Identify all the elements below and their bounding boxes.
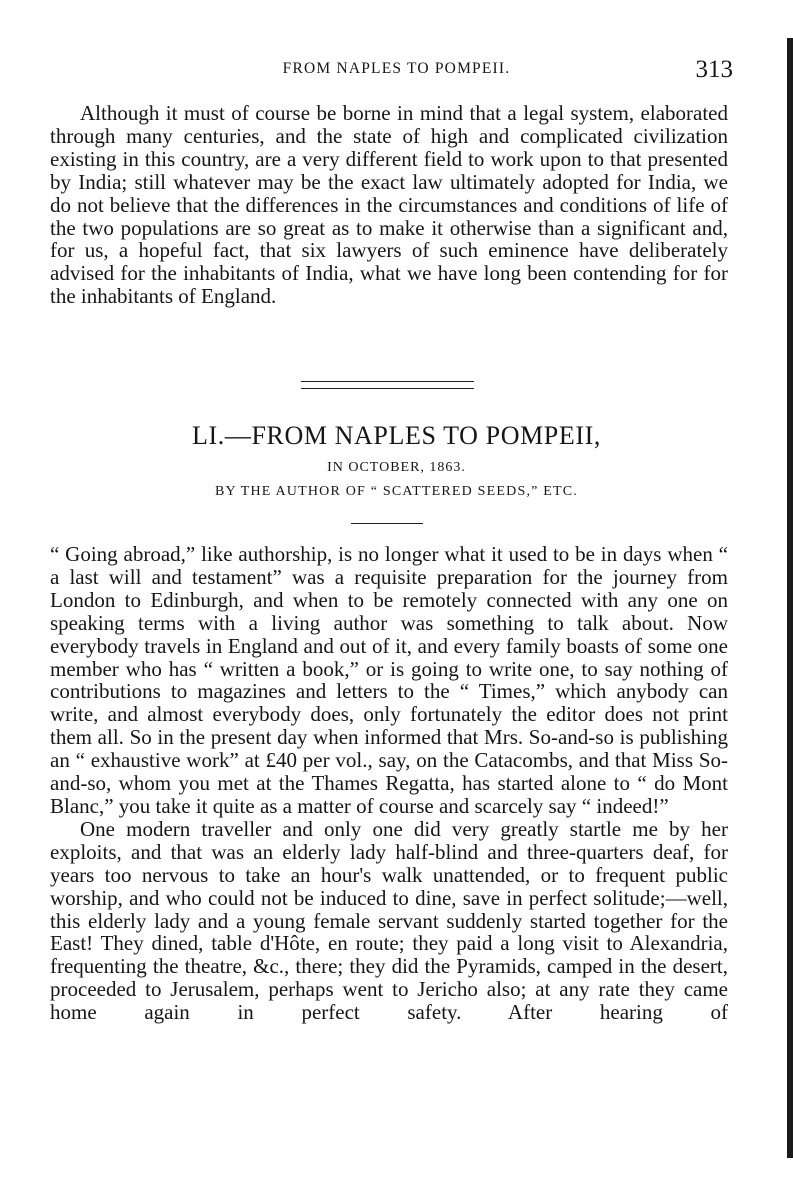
page-number: 313: [695, 56, 733, 83]
intro-paragraph: Although it must of course be borne in mind that a legal system, elaborated through many centuries, and the state of high and complicated civilization existing in this country, are a very different field to work upon to that presented by India; still whatever may be the exact law ultimately adopted for India, we do not believe that the differences in the circumstances and conditions of life of the two populations are so great as to make it otherwise than a significant and, for us, a hopeful fact, that six lawyers of such eminence have deliberately advised for the inhabitants of India, what we have long been contending for for the inhabitants of England.: [50, 101, 728, 309]
article-date: IN OCTOBER, 1863.: [327, 460, 466, 475]
article-title: LI.—FROM NAPLES TO POMPEII,: [192, 421, 601, 450]
section-divider: [301, 381, 474, 389]
running-title: FROM NAPLES TO POMPEII.: [282, 60, 511, 77]
body-paragraph-1: “ Going abroad,” like authorship, is no longer what it used to be in days when “ a last will and testament” was a requisite preparation for the journey from London to Edinburgh, and when to be remotely connected with any one on speaking terms with a living author was something to talk about. Now everybody travels in England and out of it, and every family boasts of some one member who has “ written a book,” or is going to write one, to say nothing of contributions to magazines and letters to the “ Times,” which anybody can write, and almost everybody does, only fortunately the editor does not print them all. So in the present day when informed that Mrs. So-and-so is publishing an “ exhaustive work” at £40 per vol., say, on the Catacombs, and that Miss So-and-so, whom you met at the Thames Regatta, has started alone to “ do Mont Blanc,” you take it quite as a matter of course and scarcely say “ indeed!”: [50, 542, 728, 818]
byline-rule: [351, 523, 423, 524]
intro-paragraph-block: [50, 102, 728, 308]
body-paragraph-2: One modern traveller and only one did very greatly startle me by her exploits, and that was an elderly lady half-blind and three-quarters deaf, for years too nervous to take an hour's walk unattended, or to frequent public worship, and who could not be induced to dine, save in perfect solitude;—well, this elderly lady and a young female servant suddenly started together for the East! They dined, table d'Hôte, en route; they paid a long visit to Alexandria, frequenting the theatre, &c., there; they did the Pyramids, camped in the desert, proceeded to Jerusalem, perhaps went to Jericho also; at any rate they came home again in perfect safety. After hearing of: [50, 816, 728, 1025]
article-byline: BY THE AUTHOR OF “ SCATTERED SEEDS,” ETC.: [214, 484, 579, 499]
article-body: [50, 543, 728, 1024]
running-head: [0, 56, 793, 88]
page-edge-shadow: [787, 38, 793, 1158]
